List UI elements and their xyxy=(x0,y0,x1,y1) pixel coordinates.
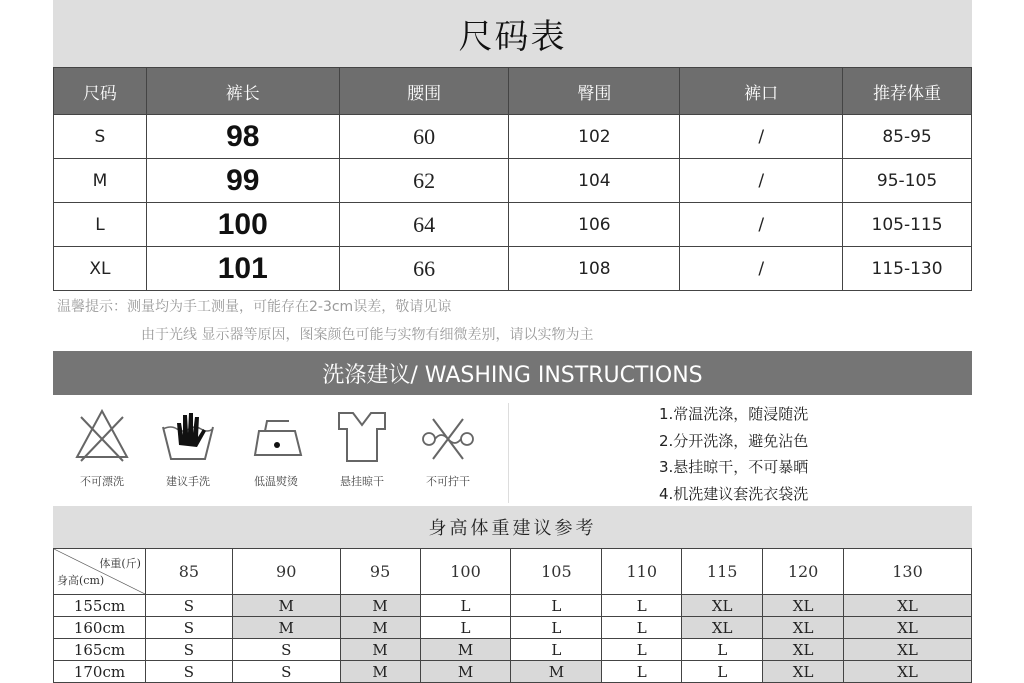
instruction-item: 2.分开洗涤，避免沾色 xyxy=(659,431,809,450)
washing-icon-item xyxy=(321,405,403,489)
weight-header: 110 xyxy=(602,549,682,595)
size-cell: XL xyxy=(844,639,972,661)
header-size: 尺码 xyxy=(54,68,147,115)
height-cell: 160cm xyxy=(54,617,146,639)
size-cell: M xyxy=(340,617,420,639)
size-cell: XL xyxy=(682,595,763,617)
cell-hip: 106 xyxy=(509,203,680,247)
reference-row xyxy=(54,617,972,639)
washing-icon-item xyxy=(61,405,143,489)
cell-weight: 85-95 xyxy=(843,115,972,159)
reference-row xyxy=(54,661,972,683)
size-cell: XL xyxy=(763,639,844,661)
size-cell: M xyxy=(340,595,420,617)
size-cell: M xyxy=(232,617,340,639)
header-hip: 臀围 xyxy=(509,68,680,115)
header-waist: 腰围 xyxy=(339,68,509,115)
cell-length: 98 xyxy=(146,115,339,159)
size-cell: L xyxy=(511,617,602,639)
weight-header: 120 xyxy=(763,549,844,595)
size-cell: M xyxy=(511,661,602,683)
size-cell: M xyxy=(232,595,340,617)
size-cell: L xyxy=(602,661,682,683)
weight-header: 130 xyxy=(844,549,972,595)
cell-size: S xyxy=(54,115,147,159)
cell-hip: 108 xyxy=(509,247,680,291)
washing-section xyxy=(53,395,972,505)
page-title: 尺码表 xyxy=(458,17,567,57)
cell-length: 100 xyxy=(146,203,339,247)
header-length: 裤长 xyxy=(146,68,339,115)
cell-hem: / xyxy=(680,115,843,159)
cell-size: L xyxy=(54,203,147,247)
size-cell: L xyxy=(682,639,763,661)
weight-header: 85 xyxy=(145,549,232,595)
table-row xyxy=(54,115,972,159)
washing-icon-item xyxy=(235,405,317,489)
reference-header xyxy=(54,549,972,595)
cell-length: 99 xyxy=(146,159,339,203)
size-cell: XL xyxy=(682,617,763,639)
size-cell: XL xyxy=(763,595,844,617)
size-cell: S xyxy=(232,661,340,683)
size-cell: S xyxy=(232,639,340,661)
cell-waist: 66 xyxy=(339,247,509,291)
weight-header: 95 xyxy=(340,549,420,595)
size-cell: L xyxy=(511,639,602,661)
cell-weight: 105-115 xyxy=(843,203,972,247)
size-table-header xyxy=(54,68,972,115)
header-hem: 裤口 xyxy=(680,68,843,115)
height-cell: 170cm xyxy=(54,661,146,683)
corner-cell xyxy=(54,549,146,595)
table-row xyxy=(54,203,972,247)
cell-length: 101 xyxy=(146,247,339,291)
size-cell: L xyxy=(602,617,682,639)
size-cell: XL xyxy=(763,617,844,639)
low-iron-icon xyxy=(245,405,307,467)
hang-dry-icon xyxy=(331,405,393,467)
icon-label: 不可拧干 xyxy=(426,475,470,488)
cell-hip: 102 xyxy=(509,115,680,159)
size-cell: L xyxy=(511,595,602,617)
corner-weight-label: 体重(斤) xyxy=(99,557,141,570)
size-cell: XL xyxy=(763,661,844,683)
cell-size: M xyxy=(54,159,147,203)
cell-weight: 95-105 xyxy=(843,159,972,203)
note-color: 由于光线 显示器等原因，图案颜色可能与实物有细微差别，请以实物为主 xyxy=(141,327,594,343)
size-chart xyxy=(53,0,972,682)
cell-weight: 115-130 xyxy=(843,247,972,291)
height-cell: 165cm xyxy=(54,639,146,661)
icon-label: 建议手洗 xyxy=(166,475,210,488)
note-measurement: 温馨提示：测量均为手工测量，可能存在2-3cm误差，敬请见谅 xyxy=(57,299,452,315)
title-banner xyxy=(53,0,972,67)
size-cell: S xyxy=(145,595,232,617)
icon-label: 低温熨烫 xyxy=(254,475,298,488)
size-cell: S xyxy=(145,617,232,639)
reference-table xyxy=(53,548,972,683)
instruction-item: 4.机洗建议套洗衣袋洗 xyxy=(659,484,809,503)
header-weight: 推荐体重 xyxy=(843,68,972,115)
icon-label: 悬挂晾干 xyxy=(340,475,384,488)
size-cell: M xyxy=(420,661,511,683)
size-cell: L xyxy=(602,639,682,661)
size-cell: XL xyxy=(844,617,972,639)
cell-size: XL xyxy=(54,247,147,291)
weight-header: 100 xyxy=(420,549,511,595)
instruction-item: 3.悬挂晾干，不可暴晒 xyxy=(659,458,809,476)
washing-title: 洗涤建议/ WASHING INSTRUCTIONS xyxy=(53,351,972,395)
corner-height-label: 身高(cm) xyxy=(57,574,105,587)
size-cell: M xyxy=(420,639,511,661)
height-cell: 155cm xyxy=(54,595,146,617)
weight-header: 115 xyxy=(682,549,763,595)
instruction-item: 1.常温洗涤，随浸随洗 xyxy=(659,405,809,423)
divider xyxy=(508,403,509,503)
size-cell: L xyxy=(420,617,511,639)
reference-title: 身高体重建议参考 xyxy=(53,506,972,548)
no-wring-icon xyxy=(417,405,479,467)
cell-waist: 60 xyxy=(339,115,509,159)
washing-icon-item xyxy=(147,405,229,489)
size-cell: M xyxy=(340,661,420,683)
cell-waist: 64 xyxy=(339,203,509,247)
size-cell: M xyxy=(340,639,420,661)
cell-hem: / xyxy=(680,159,843,203)
table-row xyxy=(54,247,972,291)
cell-hip: 104 xyxy=(509,159,680,203)
size-cell: XL xyxy=(844,661,972,683)
washing-instructions xyxy=(659,401,808,507)
cell-hem: / xyxy=(680,247,843,291)
weight-header: 105 xyxy=(511,549,602,595)
cell-waist: 62 xyxy=(339,159,509,203)
no-bleach-icon xyxy=(71,405,133,467)
washing-icon-item xyxy=(407,405,489,489)
size-cell: XL xyxy=(844,595,972,617)
reference-row xyxy=(54,639,972,661)
weight-header: 90 xyxy=(232,549,340,595)
size-table xyxy=(53,67,972,291)
size-cell: L xyxy=(602,595,682,617)
size-cell: L xyxy=(420,595,511,617)
table-row xyxy=(54,159,972,203)
size-cell: L xyxy=(682,661,763,683)
reference-row xyxy=(54,595,972,617)
cell-hem: / xyxy=(680,203,843,247)
size-cell: S xyxy=(145,639,232,661)
hand-wash-icon xyxy=(157,405,219,467)
notes xyxy=(53,290,972,350)
icon-label: 不可漂洗 xyxy=(80,475,124,488)
size-cell: S xyxy=(145,661,232,683)
